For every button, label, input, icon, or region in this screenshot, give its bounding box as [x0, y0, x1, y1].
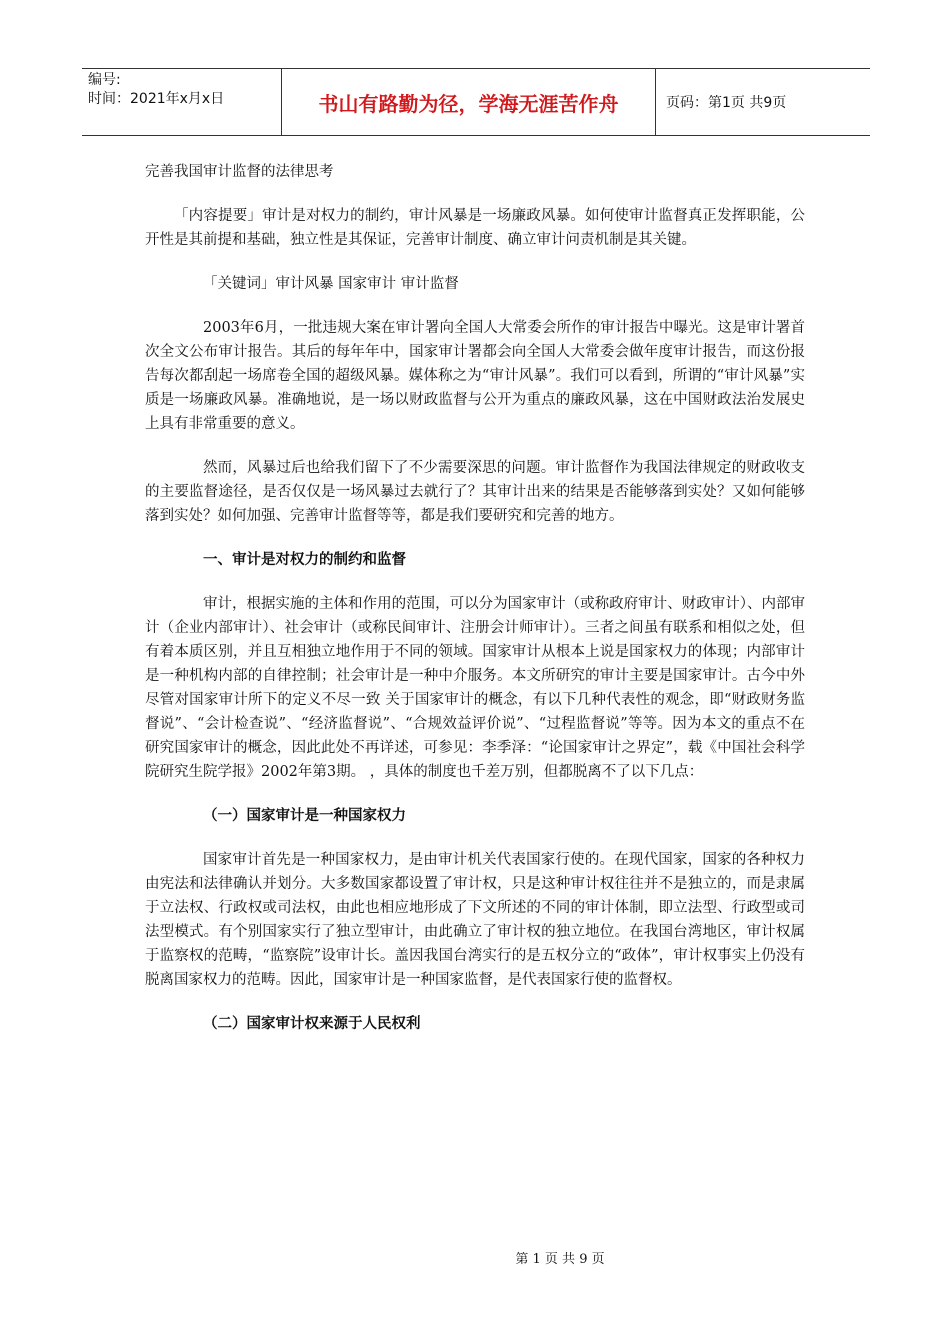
header-page-info: 页码：第1页 共9页	[666, 95, 787, 111]
article-body	[145, 160, 805, 1056]
body-paragraph: 审计，根据实施的主体和作用的范围，可以分为国家审计（或称政府审计、财政审计）、内部审计（企业内部审计）、社会审计（或称民间审计、注册会计师审计）。三者之间虽有联系和相似之处，但有着本质区别，并且互相独立地作用于不同的领域。国家审计从根本上说是国家权力的体现；内部审计是一种机构内部的自律控制；社会审计是一种中介服务。本文所研究的审计主要是国家审计。古今中外尽管对国家审计所下的定义不尽一致 关于国家审计的概念，有以下几种代表性的观念，即“财政财务监督说”、“会计检查说”、“经济监督说”、“合规效益评价说”、“过程监督说”等等。因为本文的重点不在研究国家审计的概念，因此此处不再详述，可参见：李季泽：“论国家审计之界定”，载《中国社会科学院研究生院学报》2002年第3期。 ，具体的制度也千差万别，但都脱离不了以下几点：	[145, 596, 805, 780]
header-meta	[82, 69, 282, 135]
abstract-paragraph: 「内容提要」审计是对权力的制约，审计风暴是一场廉政风暴。如何使审计监督真正发挥职能，公开性是其前提和基础，独立性是其保证，完善审计制度、确立审计问责机制是其关键。	[145, 208, 805, 248]
page-header	[82, 68, 870, 136]
page-footer: 第 1 页 共 9 页	[515, 1252, 605, 1267]
body-paragraph: 2003年6月，一批违规大案在审计署向全国人大常委会所作的审计报告中曝光。这是审计署首次全文公布审计报告。其后的每年年中，国家审计署都会向全国人大常委会做年度审计报告，而这份报告每次都刮起一场席卷全国的超级风暴。媒体称之为“审计风暴”。我们可以看到，所谓的“审计风暴”实质是一场廉政风暴。准确地说，是一场以财政监督与公开为重点的廉政风暴，这在中国财政法治发展史上具有非常重要的意义。	[145, 320, 805, 432]
article-title: 完善我国审计监督的法律思考	[145, 164, 334, 180]
section-heading: 一、审计是对权力的制约和监督	[203, 552, 406, 568]
number-label: 编号:	[88, 72, 121, 88]
subsection-heading: （一）国家审计是一种国家权力	[203, 808, 406, 824]
subsection-heading: （二）国家审计权来源于人民权利	[203, 1016, 421, 1032]
time-label: 时间：2021年x月x日	[88, 91, 225, 107]
body-paragraph: 国家审计首先是一种国家权力，是由审计机关代表国家行使的。在现代国家，国家的各种权力由宪法和法律确认并划分。大多数国家都设置了审计权，只是这种审计权往往并不是独立的，而是隶属于立法权、行政权或司法权，由此也相应地形成了下文所述的不同的审计体制，即立法型、行政型或司法型模式。有个别国家实行了独立型审计，由此确立了审计权的独立地位。在我国台湾地区，审计权属于监察权的范畴，“监察院”设审计长。盖因我国台湾实行的是五权分立的“政体”，审计权事实上仍没有脱离国家权力的范畴。因此，国家审计是一种国家监督，是代表国家行使的监督权。	[145, 852, 805, 988]
body-paragraph: 然而，风暴过后也给我们留下了不少需要深思的问题。审计监督作为我国法律规定的财政收支的主要监督途径，是否仅仅是一场风暴过去就行了？其审计出来的结果是否能够落到实处？又如何能够落到实处？如何加强、完善审计监督等等，都是我们要研究和完善的地方。	[145, 460, 805, 524]
header-motto: 书山有路勤为径，学海无涯苦作舟	[282, 69, 656, 135]
keywords-line: 「关键词」审计风暴 国家审计 审计监督	[203, 276, 459, 292]
